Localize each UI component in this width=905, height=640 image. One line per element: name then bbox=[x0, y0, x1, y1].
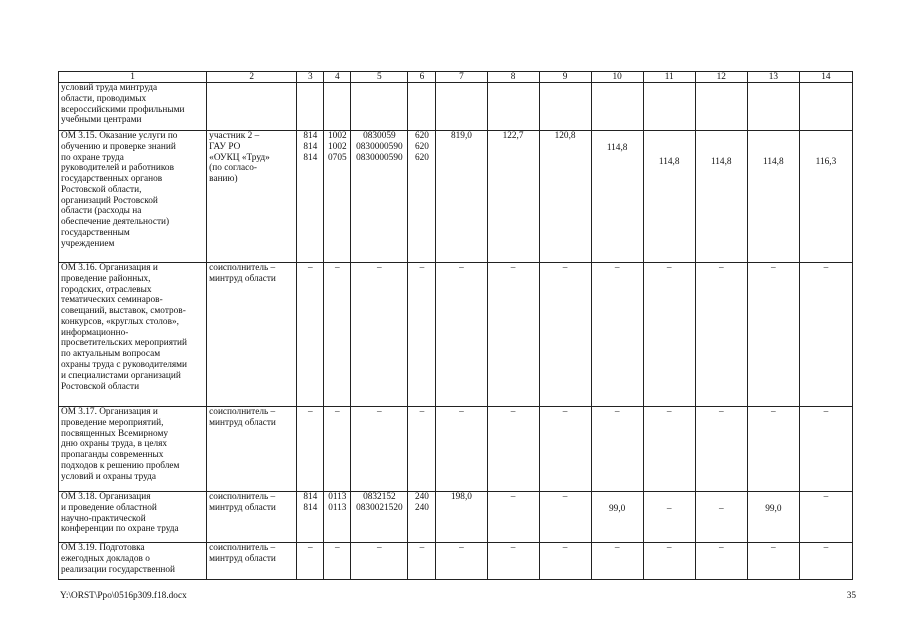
header-cell: 1 bbox=[59, 72, 207, 83]
executor-cell: участник 2 – ГАУ РО «ОУКЦ «Труд» (по согласо- ванию) bbox=[207, 131, 297, 263]
measure-name-cell: ОМ 3.19. Подготовка ежегодных докладов о реализации государственной bbox=[59, 543, 207, 580]
year-value-cell: 114,8 bbox=[747, 131, 799, 263]
rzpr-cell: 0113 0113 bbox=[324, 492, 351, 543]
year-value-cell: – bbox=[747, 263, 799, 407]
header-cell: 3 bbox=[297, 72, 324, 83]
year-value-cell: – bbox=[799, 263, 852, 407]
year-value-cell: – bbox=[643, 407, 695, 492]
year-value-cell: – bbox=[539, 407, 591, 492]
year-value-cell: – bbox=[487, 492, 539, 543]
table-row bbox=[59, 543, 853, 580]
year-value-cell: – bbox=[487, 543, 539, 580]
vr-cell: 240 240 bbox=[408, 492, 436, 543]
page-number: 35 bbox=[846, 591, 856, 601]
total-cell: 819,0 bbox=[436, 131, 487, 263]
grbs-cell bbox=[297, 83, 324, 131]
table-row bbox=[59, 263, 853, 407]
csr-cell: 0830059 0830000590 0830000590 bbox=[351, 131, 408, 263]
executor-cell: соисполнитель – минтруд области bbox=[207, 492, 297, 543]
year-value-cell bbox=[799, 83, 852, 131]
year-value-cell bbox=[539, 83, 591, 131]
year-value-cell bbox=[695, 83, 747, 131]
year-value-cell: – bbox=[747, 543, 799, 580]
total-cell bbox=[436, 83, 487, 131]
grbs-cell: 814 814 814 bbox=[297, 131, 324, 263]
rzpr-cell: – bbox=[324, 263, 351, 407]
header-cell: 12 bbox=[695, 72, 747, 83]
table-row bbox=[59, 407, 853, 492]
measure-name-cell: ОМ 3.15. Оказание услуги по обучению и проверке знаний по охране труда руководителей и работников государственных органов Ростовской области, организаций Ростовской области (расходы на обеспечение деятельности) государственным учреждением bbox=[59, 131, 207, 263]
total-cell: – bbox=[436, 407, 487, 492]
vr-cell: – bbox=[408, 543, 436, 580]
year-value-cell: – bbox=[487, 407, 539, 492]
header-cell: 13 bbox=[747, 72, 799, 83]
year-value-cell: 99,0 bbox=[747, 492, 799, 543]
year-value-cell: 114,8 bbox=[695, 131, 747, 263]
header-cell: 10 bbox=[591, 72, 643, 83]
csr-cell: 0832152 0830021520 bbox=[351, 492, 408, 543]
year-value-cell: 116,3 bbox=[799, 131, 852, 263]
year-value-cell: – bbox=[591, 263, 643, 407]
year-value-cell bbox=[643, 83, 695, 131]
year-value-cell: – bbox=[643, 492, 695, 543]
year-value-cell: – bbox=[747, 407, 799, 492]
year-value-cell bbox=[747, 83, 799, 131]
program-table bbox=[58, 71, 853, 580]
year-value-cell bbox=[487, 83, 539, 131]
file-path: Y:\ORST\Ppo\0516p309.f18.docx bbox=[60, 591, 187, 601]
table-row bbox=[59, 83, 853, 131]
year-value-cell: 120,8 bbox=[539, 131, 591, 263]
executor-cell: соисполнитель – минтруд области bbox=[207, 263, 297, 407]
vr-cell bbox=[408, 83, 436, 131]
table-row bbox=[59, 492, 853, 543]
rzpr-cell: – bbox=[324, 407, 351, 492]
grbs-cell: – bbox=[297, 407, 324, 492]
header-cell: 11 bbox=[643, 72, 695, 83]
csr-cell: – bbox=[351, 543, 408, 580]
csr-cell bbox=[351, 83, 408, 131]
table-row bbox=[59, 131, 853, 263]
header-cell: 9 bbox=[539, 72, 591, 83]
total-cell: – bbox=[436, 263, 487, 407]
grbs-cell: 814 814 bbox=[297, 492, 324, 543]
grbs-cell: – bbox=[297, 263, 324, 407]
header-cell: 6 bbox=[408, 72, 436, 83]
year-value-cell: – bbox=[695, 543, 747, 580]
year-value-cell: – bbox=[695, 492, 747, 543]
header-cell: 5 bbox=[351, 72, 408, 83]
rzpr-cell: 1002 1002 0705 bbox=[324, 131, 351, 263]
year-value-cell: 114,8 bbox=[591, 131, 643, 263]
header-cell: 7 bbox=[436, 72, 487, 83]
measure-name-cell: ОМ 3.17. Организация и проведение мероприятий, посвященных Всемирному дню охраны труда, в целях пропаганды современных подходов к решению проблем условий и охраны труда bbox=[59, 407, 207, 492]
measure-name-cell: условий труда минтруда области, проводимых всероссийскими профильными учебными центрами bbox=[59, 83, 207, 131]
header-cell: 4 bbox=[324, 72, 351, 83]
csr-cell: – bbox=[351, 263, 408, 407]
executor-cell: соисполнитель – минтруд области bbox=[207, 407, 297, 492]
year-value-cell: – bbox=[539, 543, 591, 580]
measure-name-cell: ОМ 3.16. Организация и проведение районных, городских, отраслевых тематических семинаров- совещаний, выставок, смотров- конкурсов, «круглых столов», информационно- просветительских мероприятий по актуальным вопросам охраны труда с руководителями и специалистами организаций Ростовской области bbox=[59, 263, 207, 407]
executor-cell: соисполнитель – минтруд области bbox=[207, 543, 297, 580]
year-value-cell: – bbox=[695, 407, 747, 492]
total-cell: 198,0 bbox=[436, 492, 487, 543]
vr-cell: – bbox=[408, 263, 436, 407]
rzpr-cell bbox=[324, 83, 351, 131]
year-value-cell: 122,7 bbox=[487, 131, 539, 263]
year-value-cell: 114,8 bbox=[643, 131, 695, 263]
year-value-cell: – bbox=[799, 543, 852, 580]
measure-name-cell: ОМ 3.18. Организация и проведение областной научно-практической конференции по охране труда bbox=[59, 492, 207, 543]
header-cell: 2 bbox=[207, 72, 297, 83]
rzpr-cell: – bbox=[324, 543, 351, 580]
vr-cell: – bbox=[408, 407, 436, 492]
year-value-cell: – bbox=[487, 263, 539, 407]
grbs-cell: – bbox=[297, 543, 324, 580]
year-value-cell bbox=[591, 83, 643, 131]
total-cell: – bbox=[436, 543, 487, 580]
year-value-cell: – bbox=[591, 543, 643, 580]
year-value-cell: 99,0 bbox=[591, 492, 643, 543]
year-value-cell: – bbox=[799, 492, 852, 543]
executor-cell bbox=[207, 83, 297, 131]
column-number-row bbox=[59, 72, 853, 83]
header-cell: 14 bbox=[799, 72, 852, 83]
year-value-cell: – bbox=[539, 263, 591, 407]
csr-cell: – bbox=[351, 407, 408, 492]
year-value-cell: – bbox=[643, 543, 695, 580]
year-value-cell: – bbox=[695, 263, 747, 407]
year-value-cell: – bbox=[539, 492, 591, 543]
vr-cell: 620 620 620 bbox=[408, 131, 436, 263]
header-cell: 8 bbox=[487, 72, 539, 83]
year-value-cell: – bbox=[643, 263, 695, 407]
year-value-cell: – bbox=[591, 407, 643, 492]
year-value-cell: – bbox=[799, 407, 852, 492]
